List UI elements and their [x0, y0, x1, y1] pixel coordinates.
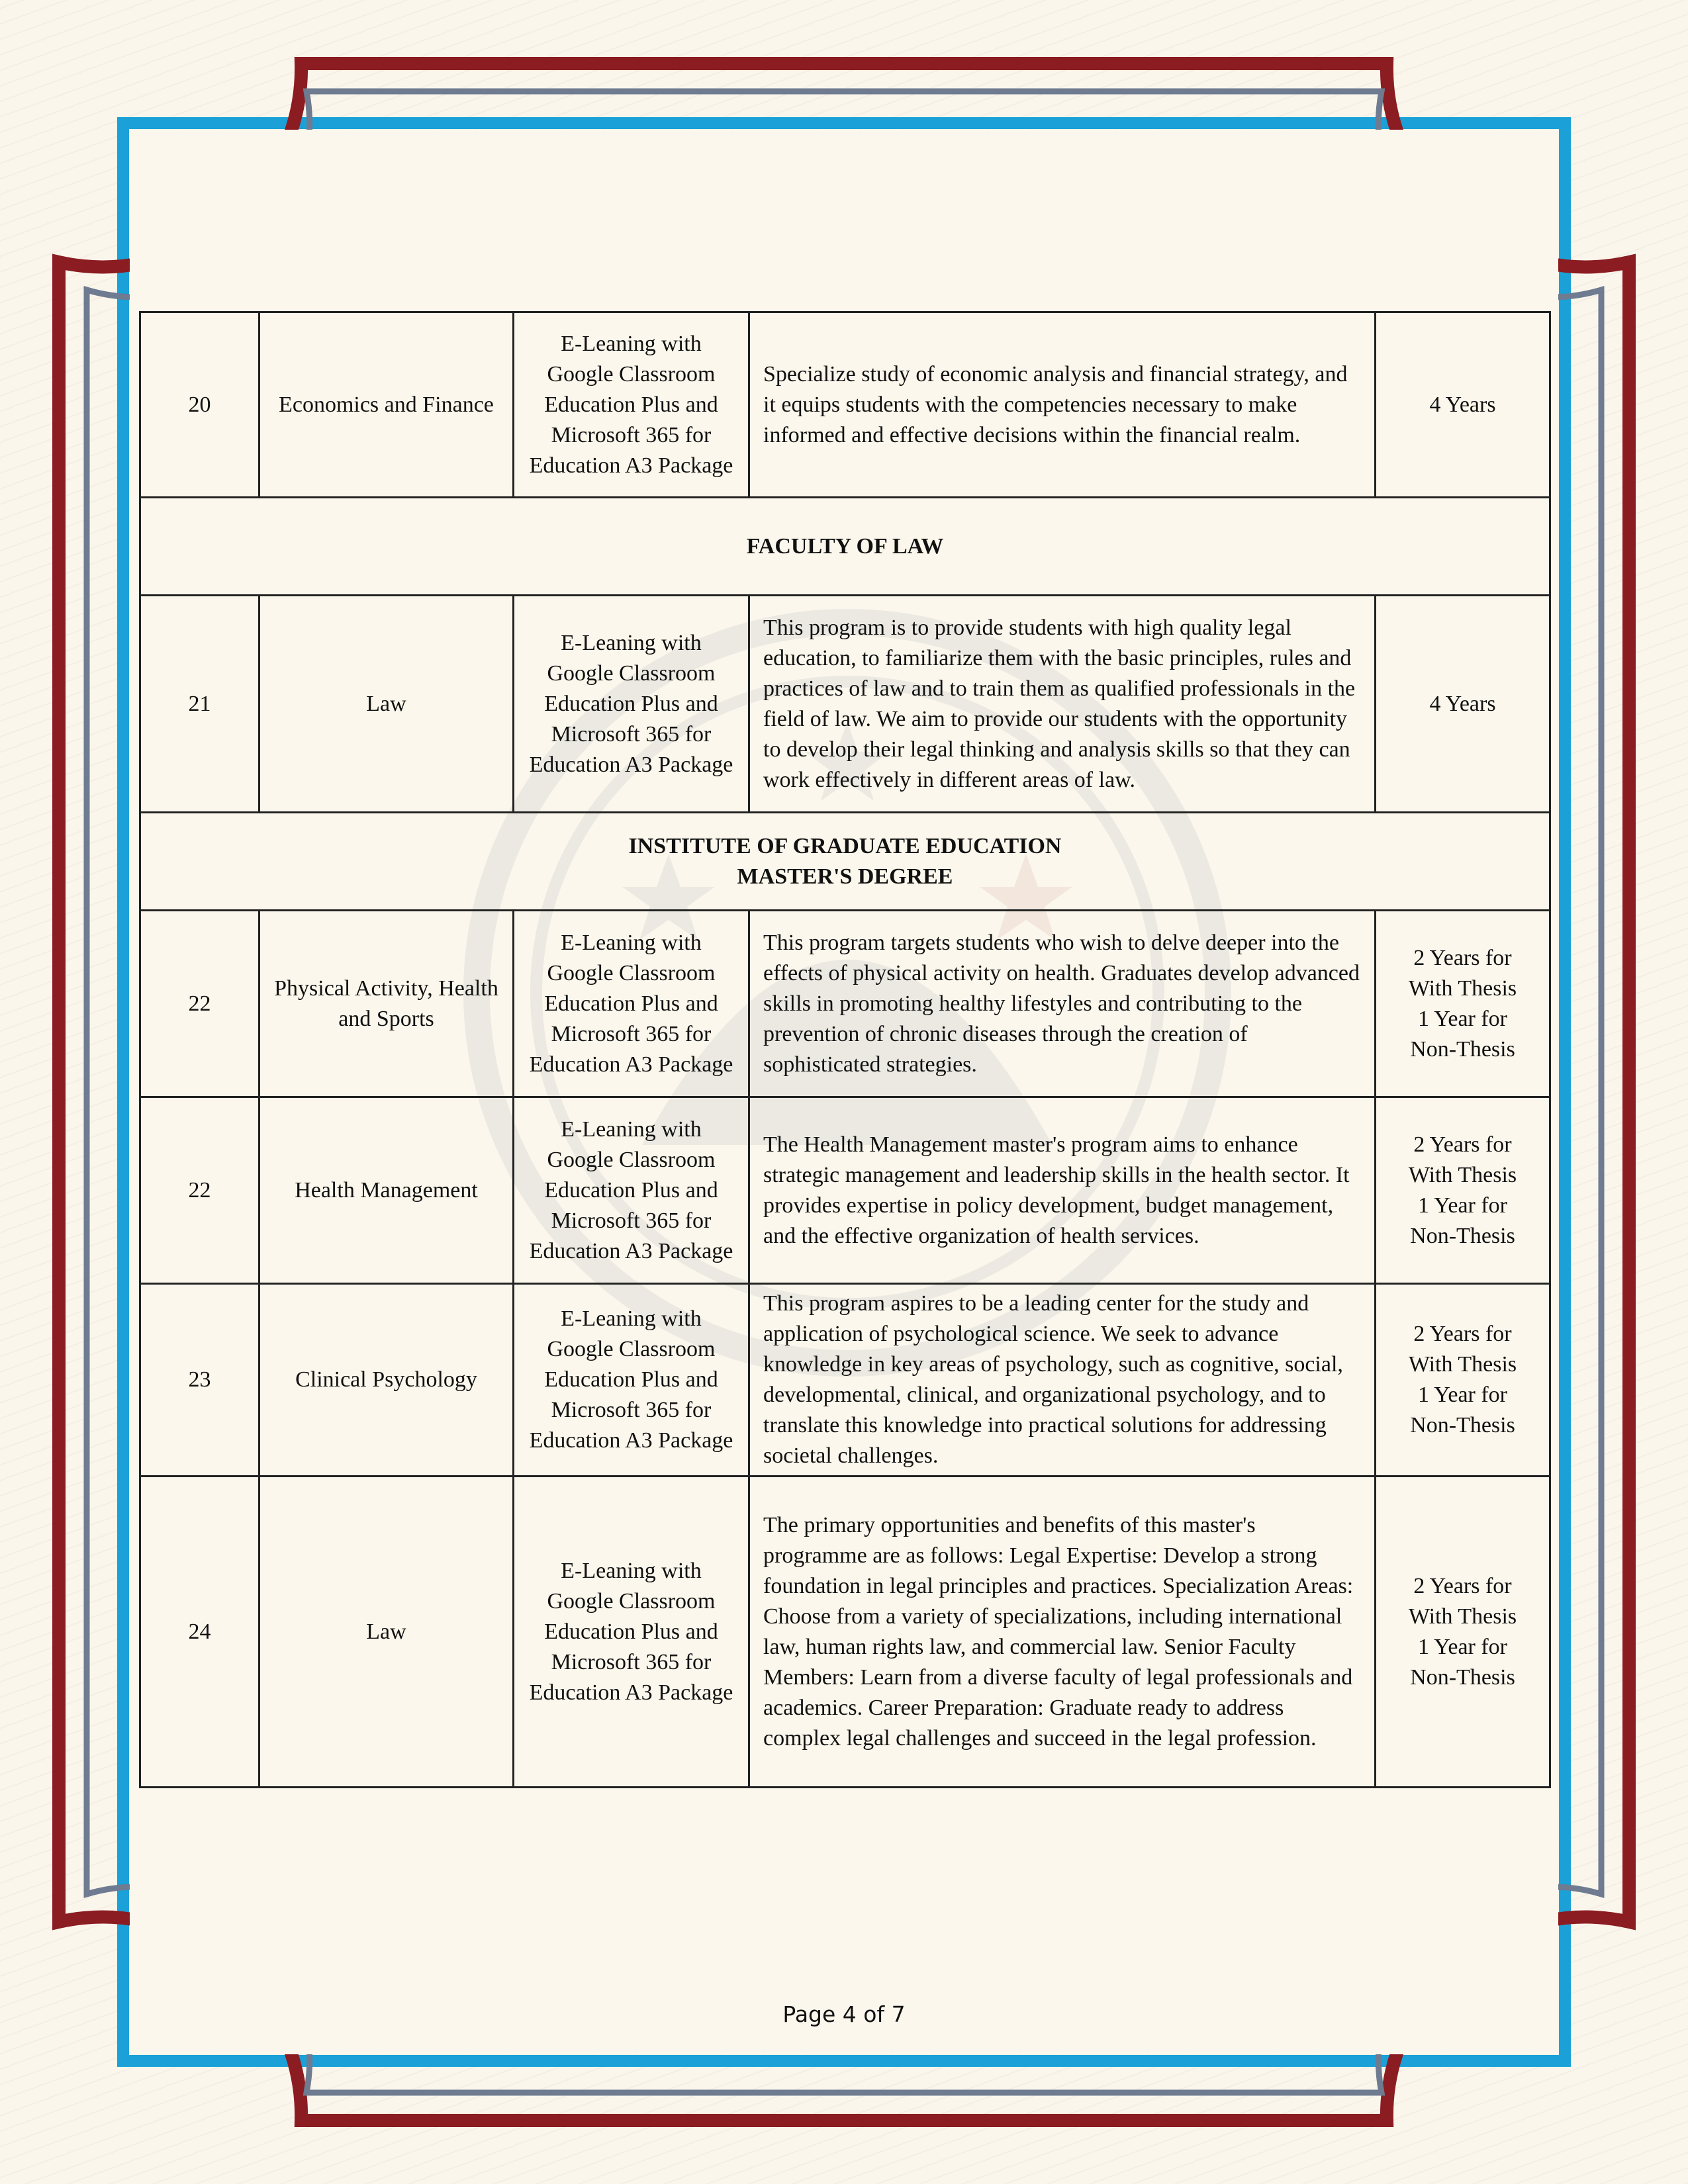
program-number: 23 [140, 1284, 259, 1477]
study-mode: E-Leaning with Google Classroom Education Plus and Microsoft 365 for Education A3 Package [514, 1097, 749, 1284]
program-duration: 4 Years [1376, 596, 1550, 813]
program-description: This program is to provide students with high quality legal education, to familiarize them with the basic principles, rules and practices of law and to train them as qualified professionals in the field of law. We aim to provide our students with the opportunity to develop their legal thinking and analysis skills so that they can work effectively in different areas of law. [749, 596, 1376, 813]
program-description: This program aspires to be a leading center for the study and application of psychological science. We seek to advance knowledge in key areas of psychology, such as cognitive, social, developmental, clinical, and organizational psychology, and to translate this knowledge into practical solutions for addressing societal challenges. [749, 1284, 1376, 1477]
duration-line: 2 Years for [1413, 945, 1512, 970]
study-mode: E-Leaning with Google Classroom Education Plus and Microsoft 365 for Education A3 Package [514, 1284, 749, 1477]
study-mode: E-Leaning with Google Classroom Education Plus and Microsoft 365 for Education A3 Package [514, 596, 749, 813]
program-description: This program targets students who wish to delve deeper into the effects of physical activity on health. Graduates develop advanced skills in promoting healthy lifestyles and contributing to the prevention of chronic diseases through the creation of sophisticated strategies. [749, 911, 1376, 1097]
program-name: Health Management [259, 1097, 514, 1284]
program-name: Clinical Psychology [259, 1284, 514, 1477]
program-table [139, 311, 1551, 1788]
program-description: The primary opportunities and benefits of this master's programme are as follows: Legal Expertise: Develop a strong foundation in legal principles and practices. Specialization Areas: Choose from a variety of specializations, including international law, human rights law, and commercial law. Senior Faculty Members: Learn from a diverse faculty of legal professionals and academics. Career Preparation: Graduate ready to address complex legal challenges and succeed in the legal profession. [749, 1477, 1376, 1788]
duration-line: 2 Years for [1413, 1322, 1512, 1346]
program-number: 22 [140, 911, 259, 1097]
section-heading [140, 498, 1550, 596]
section-heading [140, 813, 1550, 911]
program-duration [1376, 1284, 1550, 1477]
duration-line: Non-Thesis [1410, 1036, 1515, 1062]
duration-line: Non-Thesis [1410, 1664, 1515, 1690]
study-mode: E-Leaning with Google Classroom Education Plus and Microsoft 365 for Education A3 Package [514, 911, 749, 1097]
duration-line: With Thesis [1408, 1352, 1517, 1377]
program-number: 24 [140, 1477, 259, 1788]
duration-line: With Thesis [1408, 1604, 1517, 1629]
duration-line: With Thesis [1408, 976, 1517, 1001]
duration-line: 2 Years for [1413, 1132, 1512, 1157]
table-row [140, 596, 1550, 813]
duration-line: 1 Year for [1417, 1383, 1508, 1407]
duration-line: 2 Years for [1413, 1573, 1512, 1598]
program-duration: 4 Years [1376, 312, 1550, 498]
page-number: Page 4 of 7 [782, 2001, 906, 2027]
section-heading-row [140, 813, 1550, 911]
section-heading-line: MASTER'S DEGREE [737, 864, 953, 889]
section-heading-line: INSTITUTE OF GRADUATE EDUCATION [628, 833, 1062, 858]
duration-line: Non-Thesis [1410, 1223, 1515, 1248]
table-row [140, 312, 1550, 498]
program-number: 20 [140, 312, 259, 498]
duration-line: 1 Year for [1417, 1634, 1508, 1659]
table-row [140, 1097, 1550, 1284]
duration-line: With Thesis [1408, 1162, 1517, 1187]
section-heading-line: FACULTY OF LAW [746, 533, 944, 559]
program-description: Specialize study of economic analysis and financial strategy, and it equips students with the competencies necessary to make informed and effective decisions within the financial realm. [749, 312, 1376, 498]
table-row [140, 911, 1550, 1097]
table-row [140, 1284, 1550, 1477]
program-number: 22 [140, 1097, 259, 1284]
program-name: Physical Activity, Health and Sports [259, 911, 514, 1097]
program-name: Law [259, 596, 514, 813]
program-name: Law [259, 1477, 514, 1788]
duration-line: Non-Thesis [1410, 1413, 1515, 1437]
section-heading-row [140, 498, 1550, 596]
program-duration [1376, 1097, 1550, 1284]
table-row [140, 1477, 1550, 1788]
study-mode: E-Leaning with Google Classroom Education Plus and Microsoft 365 for Education A3 Package [514, 1477, 749, 1788]
program-description: The Health Management master's program aims to enhance strategic management and leadership skills in the health sector. It provides expertise in policy development, budget management, and the effective organization of health services. [749, 1097, 1376, 1284]
study-mode: E-Leaning with Google Classroom Education Plus and Microsoft 365 for Education A3 Package [514, 312, 749, 498]
program-number: 21 [140, 596, 259, 813]
duration-line: 1 Year for [1417, 1193, 1508, 1218]
program-duration [1376, 911, 1550, 1097]
program-name: Economics and Finance [259, 312, 514, 498]
program-duration [1376, 1477, 1550, 1788]
duration-line: 1 Year for [1417, 1006, 1508, 1031]
